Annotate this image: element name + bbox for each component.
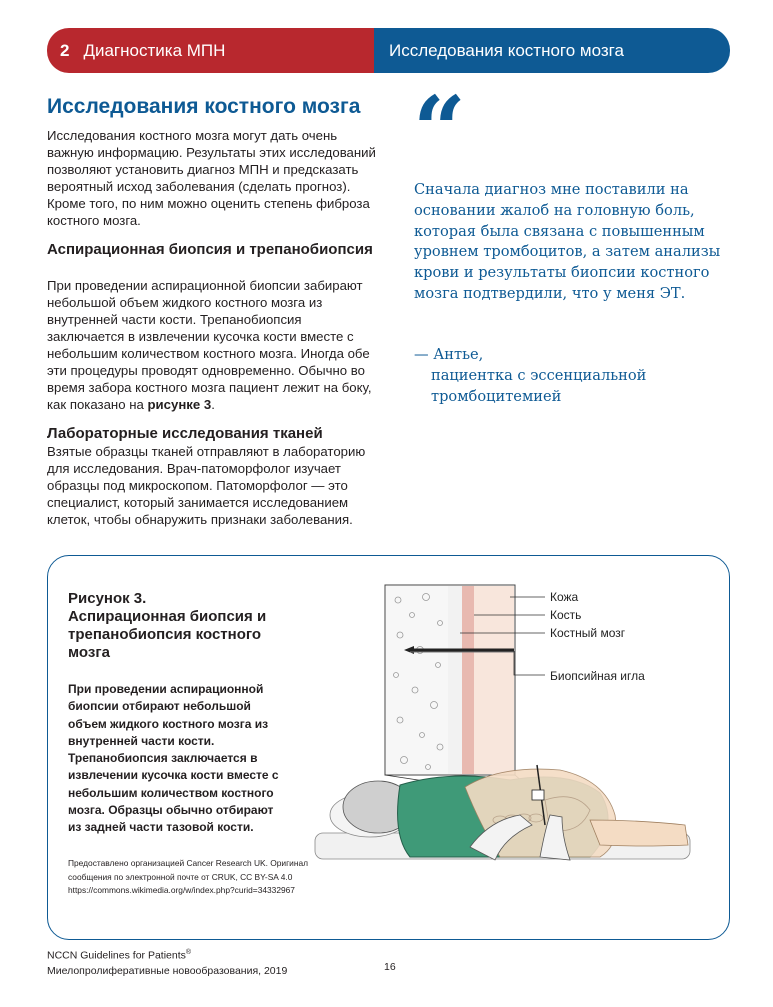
biopsy-illustration — [300, 575, 720, 875]
quote-mark-icon: “ — [413, 76, 460, 184]
footer — [47, 945, 287, 979]
biopsy-end: . — [211, 397, 215, 412]
figure-credit: Предоставлено организацией Cancer Research UK. Оригинал сообщения по электронной почте от CRUK, CC BY-SA 4.0 https://commons.wikimedia.org/w/index.php?curid=34332967 — [68, 858, 309, 895]
figure-title — [68, 590, 298, 662]
lab-heading: Лабораторные исследования тканей — [47, 425, 323, 442]
footer-guide: NCCN Guidelines for Patients — [47, 949, 186, 962]
quote-attribution — [414, 345, 734, 407]
chapter-title: Диагностика МПН — [83, 40, 226, 60]
lab-paragraph: Взятые образцы тканей отправляют в лабораторию для исследования. Врач-патоморфолог изучает образцы под микроскопом. Патоморфолог — это специалист, который занимается исследованием клеток, чтобы обнаружить признаки заболевания. — [47, 444, 366, 527]
patient-figure — [315, 765, 690, 860]
footer-subtitle: Миелопролиферативные новообразования, 2019 — [47, 964, 288, 977]
biopsy-text: При проведении аспирационной биопсии забирают небольшой объем жидкого костного мозга из внутренней части кости. Трепанобиопсия заключается в извлечении кусочка кости вместе с небольшим количеством костного мозга. Иногда обе эти процедуры проводят одновременно. Обычно во время забора костного мозга пациент лежит на боку, как показано на — [47, 278, 372, 412]
label-skin: Кожа — [550, 590, 579, 604]
chapter-tab — [47, 28, 374, 73]
figure-number: Рисунок 3. — [68, 590, 147, 607]
quote-author-desc: пациентка с эссенциальной тромбоцитемией — [431, 366, 647, 405]
figure-name: Аспирационная биопсия и трепанобиопсия костного мозга — [68, 608, 267, 661]
biopsy-heading: Аспирационная биопсия и трепанобиопсия — [47, 241, 373, 258]
figure-reference: рисунке 3 — [147, 397, 212, 412]
label-needle: Биопсийная игла — [550, 669, 645, 683]
page-number: 16 — [384, 961, 396, 973]
patient-quote: Сначала диагноз мне поставили на основании жалоб на головную боль, которая была связана с повышенным уровнем тромбоцитов, а затем анализы крови и результаты биопсии костного мозга подтвердили, что у меня ЭТ. — [414, 181, 721, 302]
section-title: Исследования костного мозга — [389, 40, 624, 60]
chapter-number: 2 — [60, 40, 70, 60]
label-bone: Кость — [550, 608, 582, 622]
page-title: Исследования костного мозга — [47, 95, 361, 118]
biopsy-paragraph — [47, 277, 377, 413]
quote-author: — Антье, — [414, 346, 484, 363]
tissue-cross-section — [385, 585, 515, 775]
footer-reg-mark: ® — [185, 949, 192, 956]
intro-paragraph: Исследования костного мозга могут дать очень важную информацию. Результаты этих исследований позволяют установить диагноз МПН и предсказать вероятный исход заболевания (сделать прогноз). Кроме того, по ним можно оценить степень фиброза костного мозга. — [47, 128, 376, 228]
label-marrow: Костный мозг — [550, 626, 626, 640]
section-tab — [374, 28, 730, 73]
figure-description: При проведении аспирационной биопсии отбирают небольшой объем жидкого костного мозга из внутренней части кости. Трепанобиопсия заключается в извлечении кусочка кости вместе с небольшим количеством костного мозга. Образцы обычно отбирают из задней части тазовой кости. — [68, 682, 279, 835]
